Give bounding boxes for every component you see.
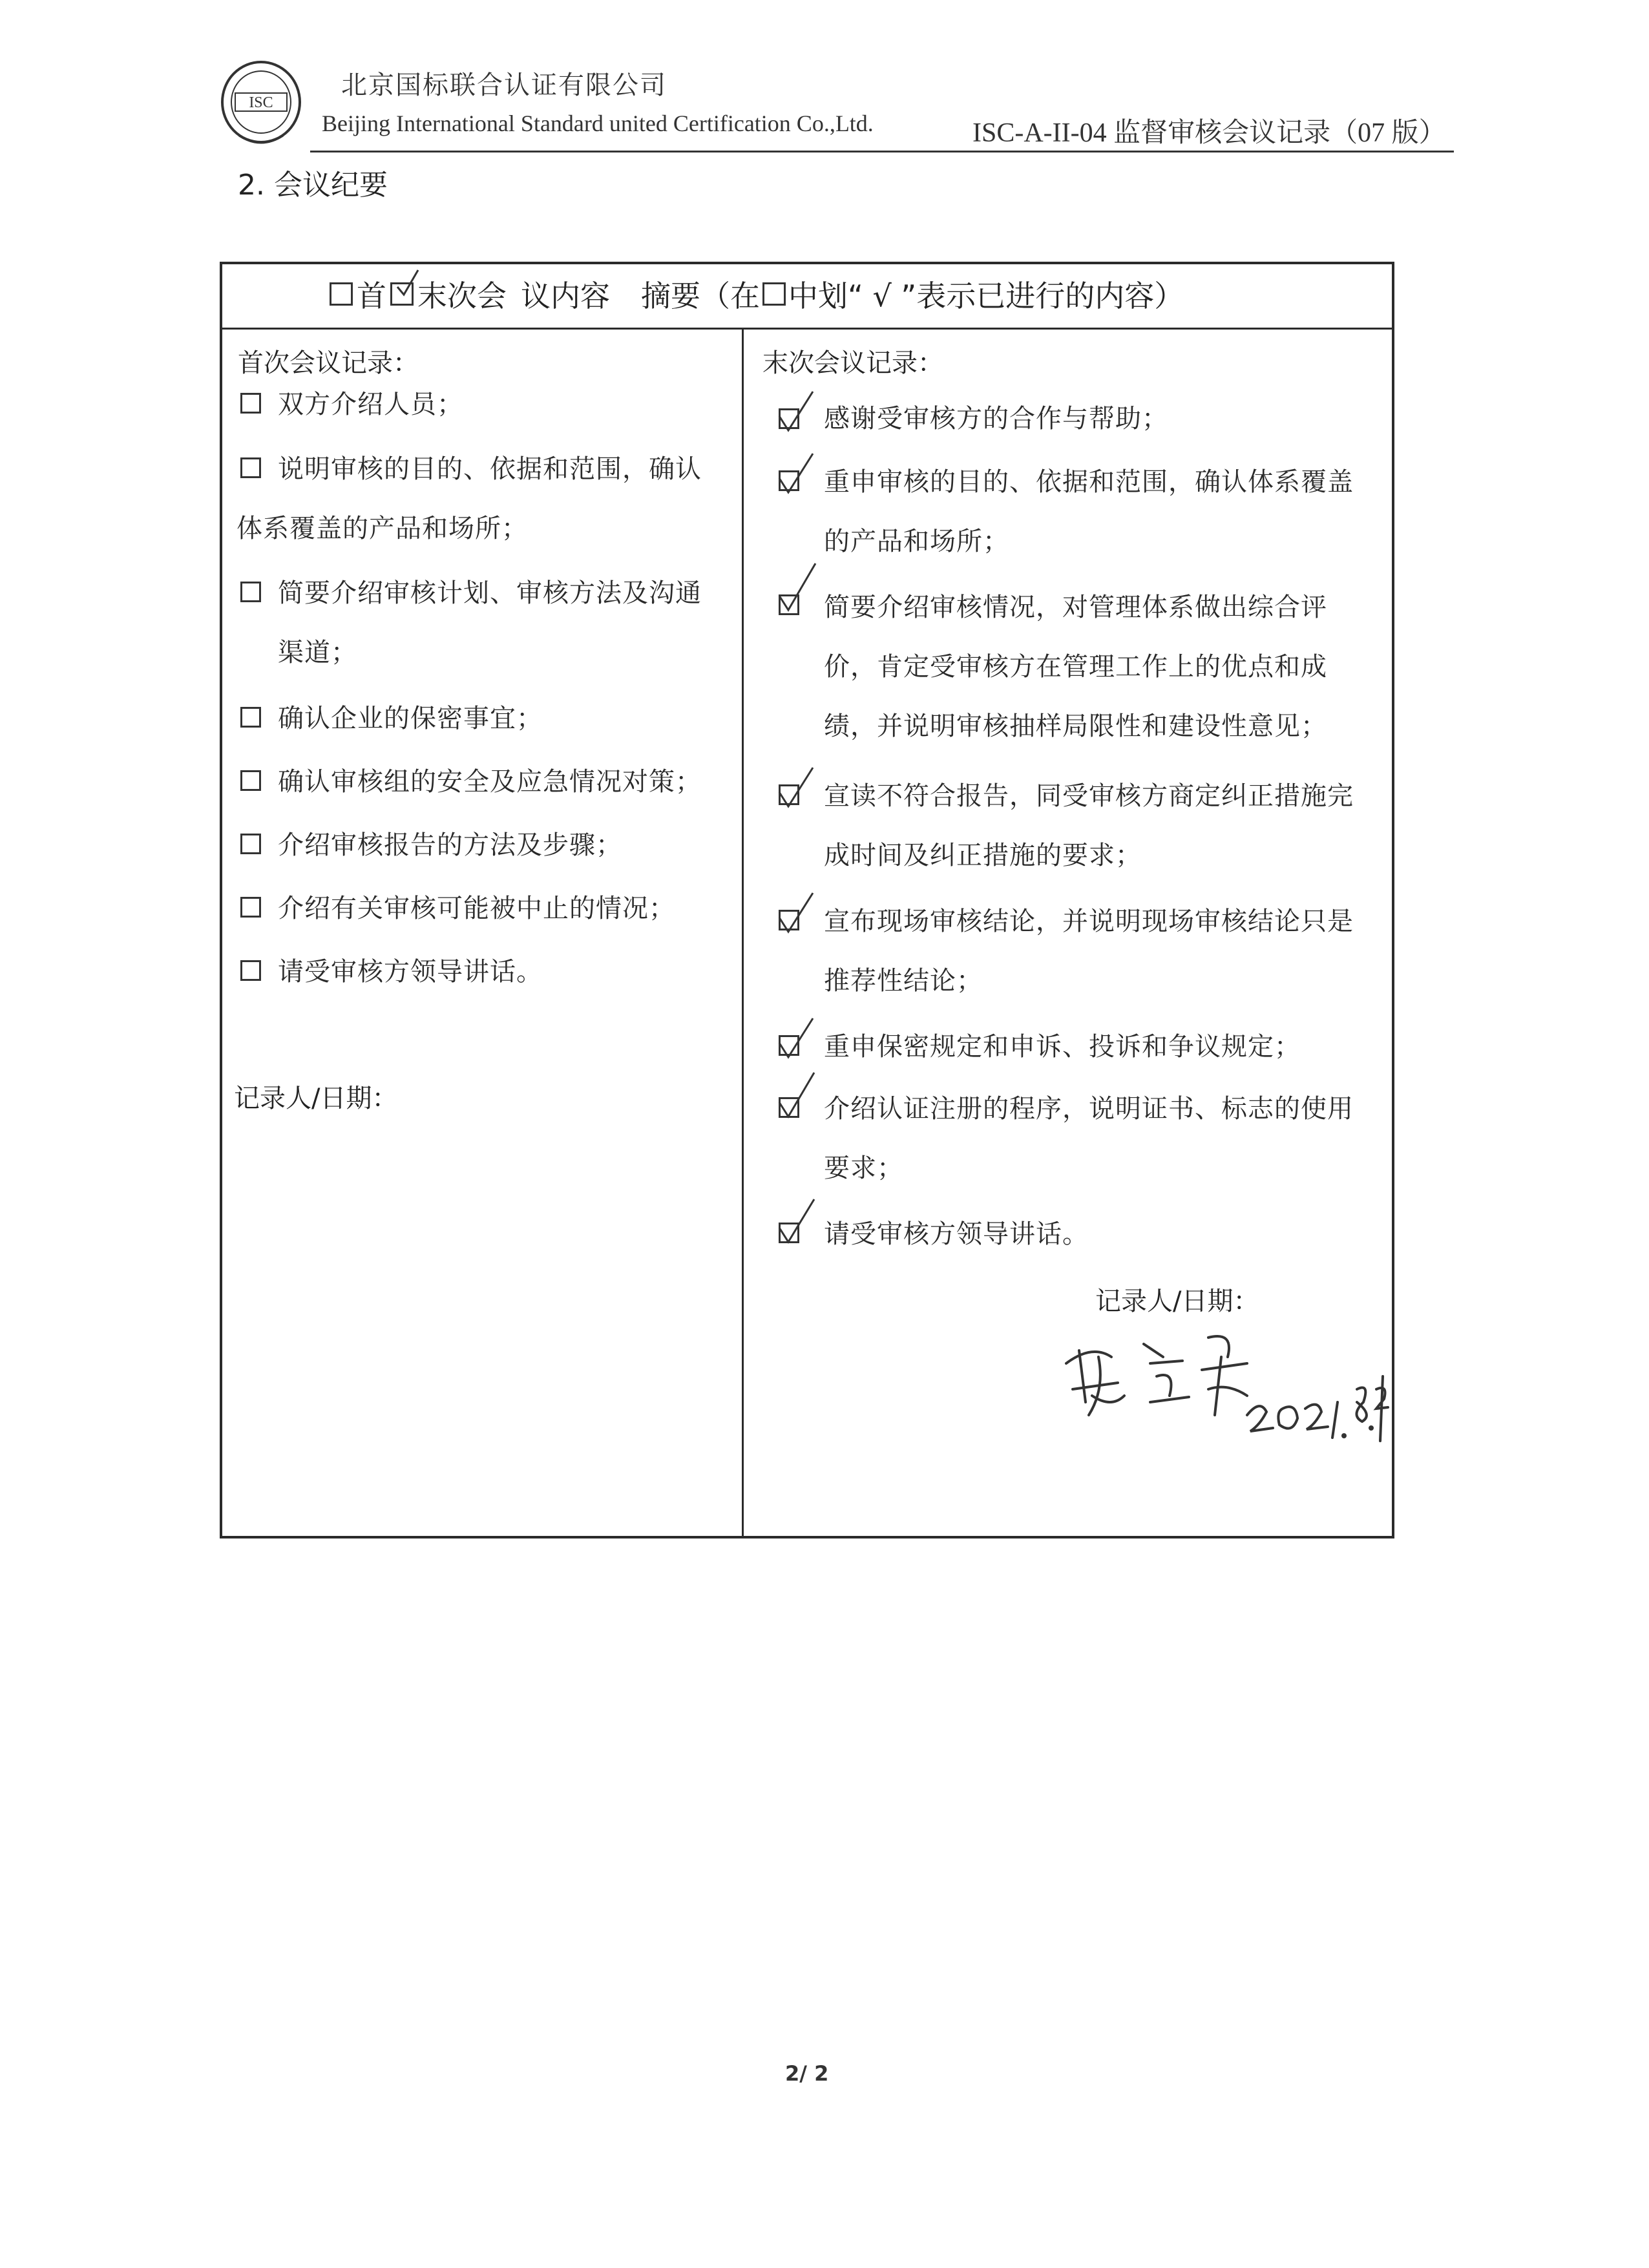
right-item-3-cont: 价，肯定受审核方在管理工作上的优点和成 [824, 652, 1327, 682]
left-item-4-checkbox[interactable] [240, 707, 261, 728]
summary-label: 摘要（在 [641, 278, 760, 313]
right-item-7: 介绍认证注册的程序，说明证书、标志的使用 [824, 1094, 1354, 1124]
company-name-cn: 北京国标联合认证有限公司 [341, 70, 667, 100]
left-item-3: 简要介绍审核计划、审核方法及沟通 [278, 578, 702, 608]
first-meeting-checkbox[interactable] [330, 282, 353, 306]
right-item-3-cont2: 绩，并说明审核抽样局限性和建设性意见； [824, 711, 1327, 741]
left-item-4: 确认企业的保密事宜； [278, 704, 543, 733]
right-item-2-cont: 的产品和场所； [824, 527, 1009, 556]
summary-instruction: 中划“ √ ”表示已进行的内容） [788, 278, 1184, 313]
left-item-7-checkbox[interactable] [240, 897, 261, 918]
right-item-6: 重申保密规定和申诉、投诉和争议规定； [824, 1032, 1301, 1062]
left-item-3-cont: 渠道； [278, 638, 357, 667]
check-mark-icon [775, 561, 821, 613]
left-item-2-cont: 体系覆盖的产品和场所； [236, 514, 528, 543]
page-number: 2/ 2 [785, 2061, 829, 2086]
table-column-divider [742, 328, 744, 1537]
left-item-1: 双方介绍人员； [278, 390, 463, 419]
check-mark-icon [775, 450, 821, 501]
first-meeting-label: 首 [357, 278, 386, 313]
company-name-en: Beijing International Standard united Certification Co.,Ltd. [322, 110, 874, 136]
left-item-6-checkbox[interactable] [240, 834, 261, 854]
left-item-3-checkbox[interactable] [240, 582, 261, 602]
right-item-5: 宣布现场审核结论，并说明现场审核结论只是 [824, 907, 1354, 936]
header-divider [310, 151, 1454, 152]
right-item-4-cont: 成时间及纠正措施的要求； [824, 841, 1142, 870]
left-item-5: 确认审核组的安全及应急情况对策； [278, 767, 702, 797]
left-item-5-checkbox[interactable] [240, 770, 261, 791]
right-item-1: 感谢受审核方的合作与帮助； [824, 404, 1168, 434]
right-item-2: 重申审核的目的、依据和范围，确认体系覆盖 [824, 467, 1354, 497]
table-heading [330, 273, 1184, 315]
left-item-2: 说明审核的目的、依据和范围，确认 [278, 454, 702, 484]
right-item-5-cont: 推荐性结论； [824, 966, 983, 996]
left-item-8-checkbox[interactable] [240, 960, 261, 981]
company-logo [220, 59, 302, 153]
right-item-7-cont: 要求； [824, 1153, 903, 1183]
check-mark-icon [775, 388, 821, 439]
right-item-8: 请受审核方领导讲话。 [824, 1219, 1089, 1249]
left-item-1-checkbox[interactable] [240, 393, 261, 414]
content-label: 议内容 [521, 278, 610, 313]
left-item-2-checkbox[interactable] [240, 457, 261, 478]
handwritten-signature [1053, 1318, 1389, 1447]
check-mark-icon [775, 1014, 821, 1066]
check-mark-icon [775, 1197, 821, 1248]
left-item-8: 请受审核方领导讲话。 [278, 957, 543, 987]
table-header-divider [220, 328, 1394, 330]
right-item-3: 简要介绍审核情况，对管理体系做出综合评 [824, 593, 1327, 622]
logo-text: ISC [249, 94, 273, 111]
check-mark-icon [775, 764, 821, 815]
final-meeting-checkbox[interactable] [390, 282, 414, 306]
legend-checkbox-icon [762, 282, 786, 306]
final-meeting-label: 末次会 [417, 278, 507, 313]
left-item-6: 介绍审核报告的方法及步骤； [278, 830, 622, 860]
first-meeting-record-title: 首次会议记录： [238, 348, 419, 378]
right-recorder-date-label: 记录人/日期： [1095, 1286, 1259, 1316]
section-title: 2. 会议纪要 [238, 169, 388, 202]
check-mark-icon [395, 268, 421, 300]
check-mark-icon [775, 889, 821, 941]
check-mark-icon [775, 1070, 821, 1122]
final-meeting-record-title: 末次会议记录： [762, 348, 943, 378]
document-code: ISC-A-II-04 监督审核会议记录（07 版） [972, 118, 1446, 148]
left-recorder-date-label: 记录人/日期： [234, 1084, 398, 1113]
left-item-7: 介绍有关审核可能被中止的情况； [278, 894, 675, 923]
right-item-4: 宣读不符合报告，同受审核方商定纠正措施完 [824, 781, 1354, 811]
